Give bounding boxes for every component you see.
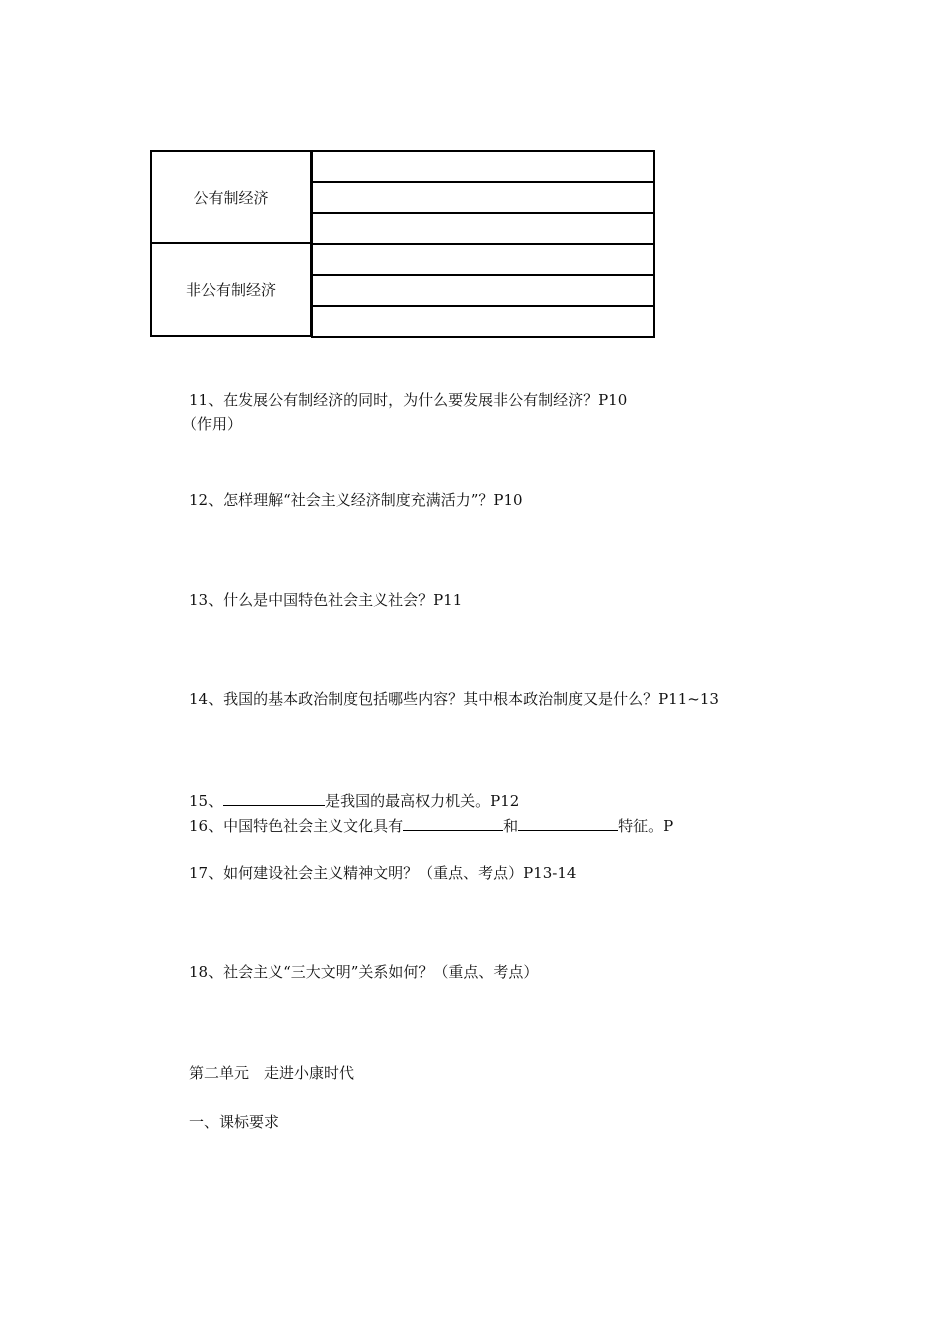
question-18: 18、社会主义“三大文明”关系如何？（重点、考点） (189, 963, 539, 981)
fill-blank[interactable] (223, 789, 325, 806)
table-row-label-nonpublic: 非公有制经济 (150, 242, 312, 337)
question-16 (189, 814, 673, 836)
unit-title: 第二单元 走进小康时代 (189, 1064, 355, 1082)
question-16-suffix: 特征。P (618, 817, 674, 835)
question-14: 14、我国的基本政治制度包括哪些内容？其中根本政治制度又是什么？P11~13 (189, 690, 719, 708)
section-title: 一、课标要求 (189, 1113, 280, 1131)
table-cell (311, 243, 655, 276)
question-17: 17、如何建设社会主义精神文明？（重点、考点）P13-14 (189, 864, 577, 882)
table-cell (311, 150, 655, 183)
question-16-middle: 和 (503, 817, 519, 835)
question-15-suffix: 是我国的最高权力机关。P12 (325, 792, 520, 810)
question-15-prefix: 15、 (189, 792, 224, 810)
question-12: 12、怎样理解“社会主义经济制度充满活力”？P10 (189, 491, 523, 509)
fill-blank[interactable] (518, 814, 618, 831)
fill-blank[interactable] (403, 814, 503, 831)
table-cell (311, 181, 655, 214)
table-cell (311, 274, 655, 307)
question-13: 13、什么是中国特色社会主义社会？P11 (189, 591, 463, 609)
question-16-prefix: 16、中国特色社会主义文化具有 (189, 817, 404, 835)
table-cell (311, 212, 655, 245)
question-11: 11、在发展公有制经济的同时，为什么要发展非公有制经济？P10 (189, 391, 628, 409)
table-cell (311, 305, 655, 338)
table-row-label-public: 公有制经济 (150, 150, 312, 244)
question-15 (189, 789, 519, 811)
question-11-note: （作用） (182, 415, 243, 433)
